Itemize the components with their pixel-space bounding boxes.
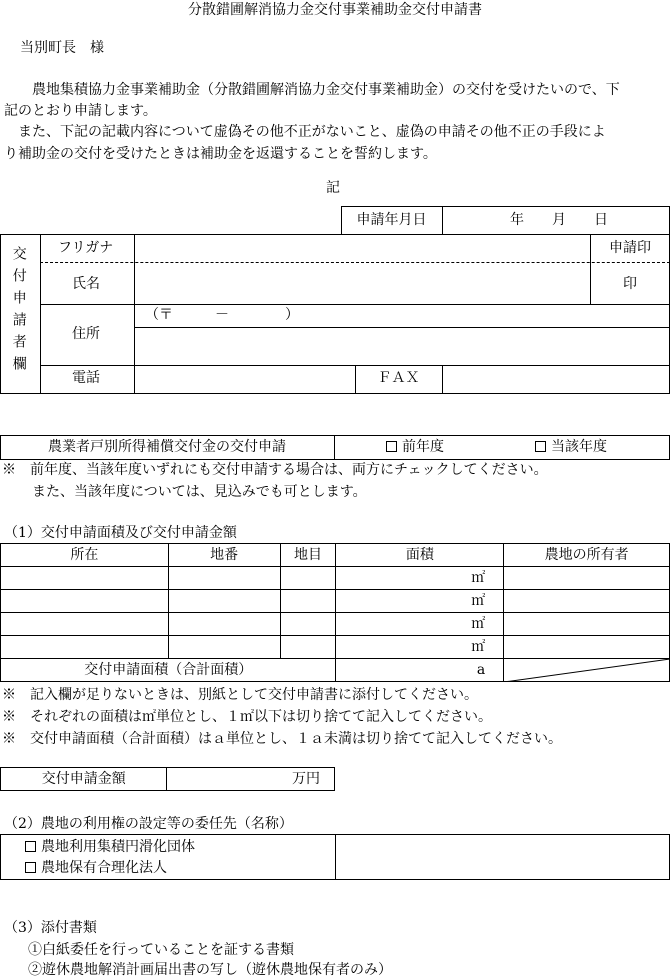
ki-label: 記	[326, 180, 340, 196]
address-input[interactable]	[135, 328, 669, 364]
owner-cell[interactable]	[504, 613, 670, 636]
unit-m2: ㎡	[471, 569, 486, 586]
document-title: 分散錯圃解消協力金交付事業補助金交付申請書	[188, 2, 482, 18]
area-cell[interactable]	[336, 613, 504, 636]
section2-heading: （2）農地の利用権の設定等の委任先（名称）	[4, 816, 293, 832]
total-row	[1, 659, 670, 682]
section1-note-2: ※ それぞれの面積は㎡単位とし、１㎡以下は切り捨てて記入してください。	[2, 709, 492, 725]
amount-table	[0, 767, 335, 791]
category-cell[interactable]	[280, 636, 336, 659]
area-table	[0, 543, 670, 682]
date-field[interactable]: 年 月 日	[510, 212, 608, 228]
delegate-option-1[interactable]	[25, 837, 335, 858]
category-cell[interactable]	[280, 613, 336, 636]
header-owner: 農地の所有者	[504, 544, 670, 567]
prev-year-option[interactable]	[386, 439, 444, 456]
income-compensation-label: 農業者戸別所得補償交付金の交付申請	[48, 439, 286, 455]
attachment-item-1: ①白紙委任を行っていることを証する書類	[28, 942, 294, 958]
fax-label: ＦＡＸ	[377, 370, 420, 386]
area-cell[interactable]	[336, 567, 504, 590]
lot-cell[interactable]	[168, 567, 280, 590]
unit-a: a	[476, 661, 486, 678]
delegate-option-2[interactable]	[25, 858, 335, 879]
paragraph-2-line-2: り補助金の交付を受けたときは補助金を返還することを誓約します。	[4, 146, 437, 162]
delegate-options	[1, 835, 336, 880]
income-note-1: ※ 前年度、当該年度いずれにも交付申請する場合は、両方にチェックしてください。	[2, 462, 548, 478]
section1-note-3: ※ 交付申請面積（合計面積）はａ単位とし、１ａ未満は切り捨てて記入してください。	[2, 731, 562, 747]
unit-m2: ㎡	[471, 615, 486, 632]
table-row	[1, 590, 670, 613]
addressee: 当別町長 様	[20, 40, 104, 56]
furigana-label: フリガナ	[58, 240, 114, 256]
paragraph-1-line-1: 農地集積協力金事業補助金（分散錯圃解消協力金交付事業補助金）の交付を受けたいので、下	[32, 82, 620, 98]
prev-year-label: 前年度	[402, 439, 444, 455]
applicant-section-label: 交付申請者欄	[10, 246, 27, 378]
location-cell[interactable]	[1, 590, 169, 613]
owner-cell[interactable]	[504, 590, 670, 613]
table-row	[1, 567, 670, 590]
attachment-item-2: ②遊休農地解消計画届出書の写し（遊休農地保有者のみ）	[28, 962, 392, 978]
owner-cell[interactable]	[504, 636, 670, 659]
section1-heading: （1）交付申請面積及び交付申請金額	[4, 525, 237, 541]
total-owner-cell-struck	[504, 659, 670, 682]
header-location: 所在	[1, 544, 169, 567]
paragraph-1-line-2: 記のとおり申請します。	[4, 103, 157, 119]
header-lot-number: 地番	[168, 544, 280, 567]
unit-m2: ㎡	[471, 592, 486, 609]
postal-code-field[interactable]: （〒 － ）	[145, 307, 299, 323]
diagonal-strike	[504, 659, 670, 682]
delegate-option-1-checkbox[interactable]	[25, 841, 36, 852]
delegate-option-2-label: 農地保有合理化法人	[41, 860, 167, 876]
seal-mark: 印	[623, 276, 637, 292]
name-label: 氏名	[72, 276, 100, 292]
area-table-header	[1, 544, 670, 567]
delegate-table	[0, 834, 670, 880]
delegate-option-2-checkbox[interactable]	[25, 862, 36, 873]
total-area-cell[interactable]	[336, 659, 504, 682]
seal-label: 申請印	[609, 240, 651, 256]
area-cell[interactable]	[336, 590, 504, 613]
date-label: 申請年月日	[356, 212, 427, 228]
area-cell[interactable]	[336, 636, 504, 659]
address-label: 住所	[72, 326, 100, 342]
header-area: 面積	[336, 544, 504, 567]
amount-unit: 万円	[292, 770, 320, 787]
lot-cell[interactable]	[168, 636, 280, 659]
income-note-2: また、当該年度については、見込みでも可とします。	[32, 484, 367, 500]
delegate-name-input[interactable]	[335, 835, 669, 880]
location-cell[interactable]	[1, 567, 169, 590]
name-input[interactable]	[135, 263, 589, 303]
current-year-label: 当該年度	[551, 439, 607, 455]
header-land-category: 地目	[280, 544, 336, 567]
section3-heading: （3）添付書類	[4, 920, 97, 936]
table-row	[1, 613, 670, 636]
lot-cell[interactable]	[168, 590, 280, 613]
current-year-checkbox[interactable]	[535, 441, 546, 452]
table-row	[1, 636, 670, 659]
category-cell[interactable]	[280, 567, 336, 590]
prev-year-checkbox[interactable]	[386, 441, 397, 452]
lot-cell[interactable]	[168, 613, 280, 636]
location-cell[interactable]	[1, 613, 169, 636]
paragraph-2-line-1: また、下記の記載内容について虚偽その他不正がないこと、虚偽の申請その他不正の手段によ	[18, 124, 606, 140]
current-year-option[interactable]	[535, 439, 607, 456]
delegate-option-1-label: 農地利用集積円滑化団体	[41, 839, 195, 855]
location-cell[interactable]	[1, 636, 169, 659]
unit-m2: ㎡	[471, 638, 486, 655]
fax-input[interactable]	[443, 366, 669, 392]
total-area-label: 交付申請面積（合計面積）	[1, 659, 336, 682]
phone-label: 電話	[72, 370, 100, 386]
phone-input[interactable]	[135, 366, 354, 392]
category-cell[interactable]	[280, 590, 336, 613]
amount-input[interactable]	[167, 768, 335, 791]
furigana-input[interactable]	[135, 234, 589, 262]
amount-label: 交付申請金額	[1, 768, 167, 791]
section1-note-1: ※ 記入欄が足りないときは、別紙として交付申請書に添付してください。	[2, 687, 478, 703]
owner-cell[interactable]	[504, 567, 670, 590]
